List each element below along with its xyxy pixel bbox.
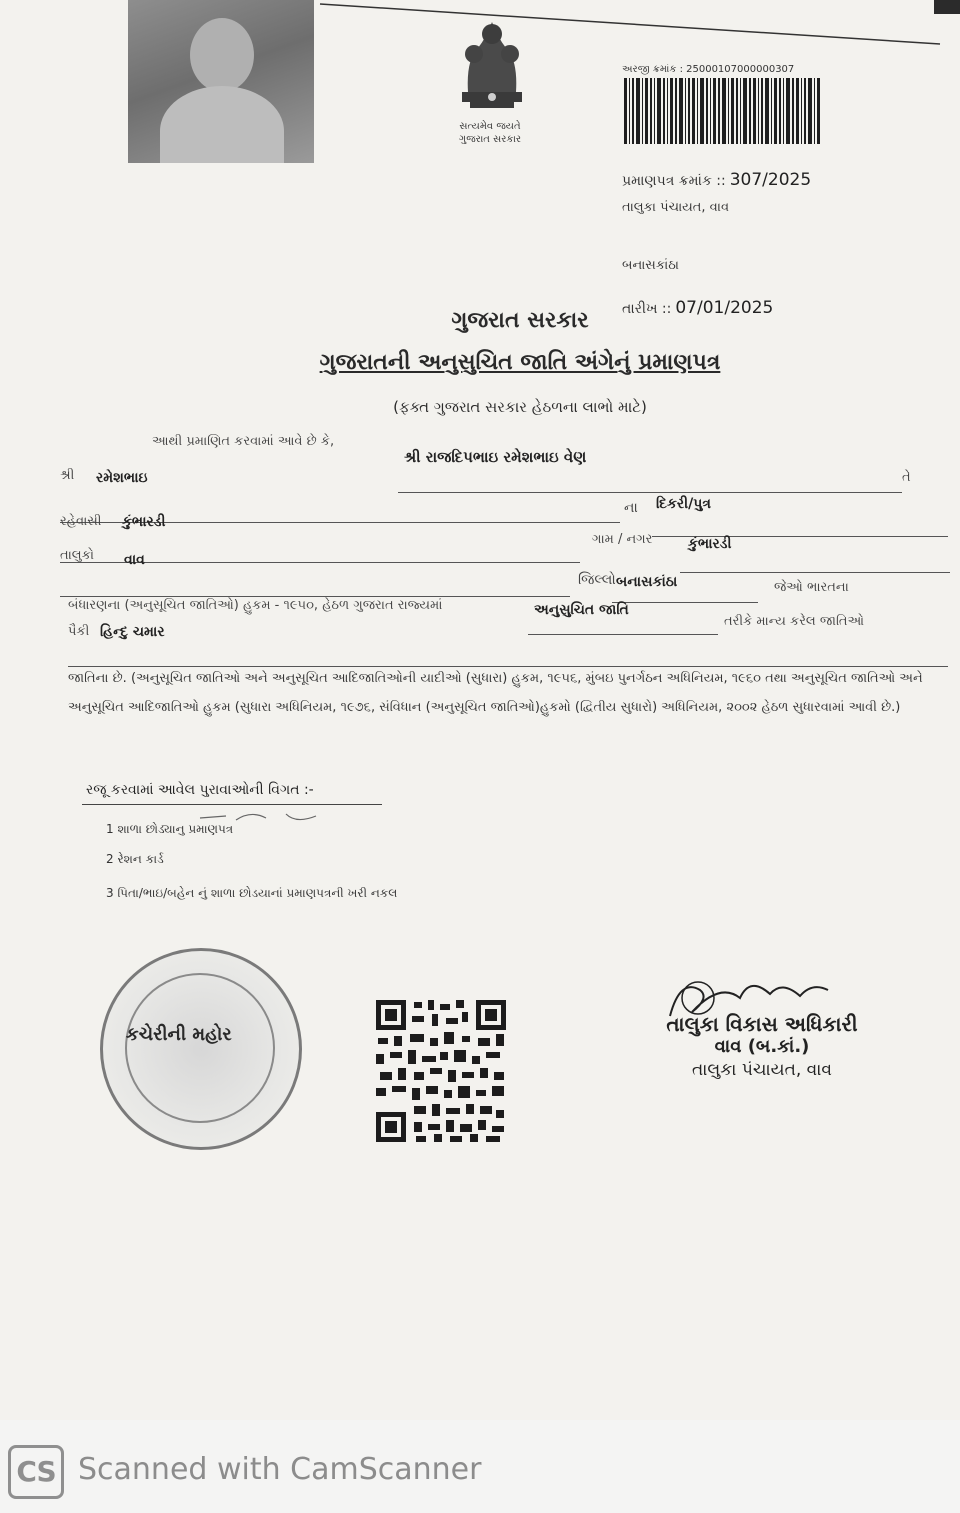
barcode-icon — [624, 78, 820, 144]
certificate-number: 307/2025 — [729, 170, 812, 190]
camscanner-watermark: Scanned with CamScanner — [78, 1452, 482, 1487]
father-name: રમેશભાઇ — [96, 470, 148, 486]
shri-label: શ્રી — [60, 468, 75, 483]
government-title: ગુજરાત સરકાર — [451, 308, 589, 333]
emblem-motto: સત્યમેવ જયતે — [459, 121, 521, 132]
evidence-item-1: 1 શાળા છોડ્યાનુ પ્રમાણપત્ર — [106, 822, 234, 836]
evidence-item-2: 2 રેશન કાર્ડ — [106, 852, 164, 866]
applicant-photo — [128, 0, 314, 163]
caste-value: હિન્દુ ચમાર — [100, 624, 165, 640]
recognized-label: તરીકે માન્ય કરેલ જાતિઓ — [724, 614, 865, 629]
category-underline — [528, 634, 718, 635]
applicant-name: શ્રી રાજદિપભાઇ રમેશભાઇ વેણ — [404, 448, 587, 466]
emblem-government: ગુજરાત સરકાર — [458, 134, 522, 145]
photo-face — [190, 18, 254, 92]
camscanner-logo-icon: CS — [8, 1445, 64, 1499]
legal-paragraph: જાતિના છે. (અનુસૂચિત જાતિઓ અને અનુસૂચિત આદિજાતિઓની યાદીઓ (સુધારા) હુકમ, ૧૯૫૬, મુંબઇ પુનર્ગઠન અધિનિયમ, ૧૯૬૦ તથા અનુસૂચિત જાતિઓ અને અનુસૂચિત આદિજાતિઓ હુકમ (સુધારા અધિનિયમ, ૧૯૭૬, સંવિધાન (અનુસૂચિત જાતિઓ)હુકમો (દ્વિતીય સુધારો) અધિનિયમ, ૨૦૦૨ હેઠળ સુધારવામાં આવી છે.) — [68, 671, 923, 715]
evidence-item-3: 3 પિતા/ભાઇ/બહેન નું શાળા છોડયાનાં પ્રમાણપત્રની ખરી નકલ — [106, 886, 398, 900]
officer-title: તાલુકા વિકાસ અધિકારી — [666, 1012, 858, 1036]
issuing-district: બનાસકાંઠા — [622, 258, 679, 273]
office-seal-text: કચેરીની મહોર — [126, 1024, 232, 1045]
qr-code-icon — [374, 998, 508, 1144]
village-underline — [680, 572, 950, 573]
emblem-caption — [430, 120, 550, 146]
photo-shoulders — [160, 86, 284, 163]
district-label: જિલ્લો — [578, 572, 616, 588]
taluka-name: વાવ — [124, 552, 145, 568]
out-of-label: પૈકી — [68, 624, 90, 639]
evidence-title: રજૂ કરવામાં આવેલ પુરાવાઓની વિગત :- — [86, 782, 314, 798]
officer-office: તાલુકા પંચાયત, વાવ — [691, 1060, 832, 1080]
office-seal — [100, 948, 302, 1150]
name-underline — [398, 492, 902, 493]
whose-label: જેઓ ભારતના — [774, 580, 849, 595]
district-name: બનાસકાંઠા — [616, 574, 678, 590]
village-label: ગામ / નગર — [592, 532, 653, 547]
issuing-office: તાલુકા પંચાયત, વાવ — [622, 200, 730, 215]
taluka-label: તાલુકો — [60, 548, 95, 563]
village-name: કુંભારડી — [688, 536, 732, 552]
taluka-underline — [60, 596, 570, 597]
te-label: તે — [902, 470, 911, 485]
relation: દિકરી/પુત્ર — [656, 496, 711, 512]
certificate-subtitle: (ફક્ત ગુજરાત સરકાર હેઠળના લાભો માટે) — [393, 398, 647, 416]
application-number: અરજી ક્રમાંક : 25000107000000307 — [622, 64, 795, 75]
issue-date-label: તારીખ :: — [622, 301, 672, 317]
officer-place: વાવ (બ.કાં.) — [714, 1036, 810, 1057]
national-emblem-icon — [440, 8, 544, 118]
district-underline — [612, 602, 758, 603]
resident-village: કુંભારડી — [122, 514, 166, 530]
issue-date: 07/01/2025 — [675, 298, 774, 318]
evidence-underline — [82, 804, 382, 805]
intro-label: આથી પ્રમાણિત કરવામાં આવે છે કે, — [152, 434, 335, 449]
resident-label: રહેવાસી — [60, 514, 102, 529]
na-label: ના — [624, 500, 638, 516]
category-value: અનુસુચિત જાતિ — [534, 602, 629, 618]
certificate-title: ગુજરાતની અનુસુચિત જાતિ અંગેનું પ્રમાણપત્ર — [319, 350, 721, 375]
office-seal-inner-ring — [125, 973, 275, 1123]
constitution-text: બંધારણના (અનુસૂચિત જાતિઓ) હુકમ - ૧૯૫૦, હેઠળ ગુજરાત રાજ્યમાં — [68, 598, 443, 613]
certificate-number-label: પ્રમાણપત્ર ક્રમાંક :: — [622, 173, 726, 189]
certificate-number-row — [622, 170, 811, 190]
